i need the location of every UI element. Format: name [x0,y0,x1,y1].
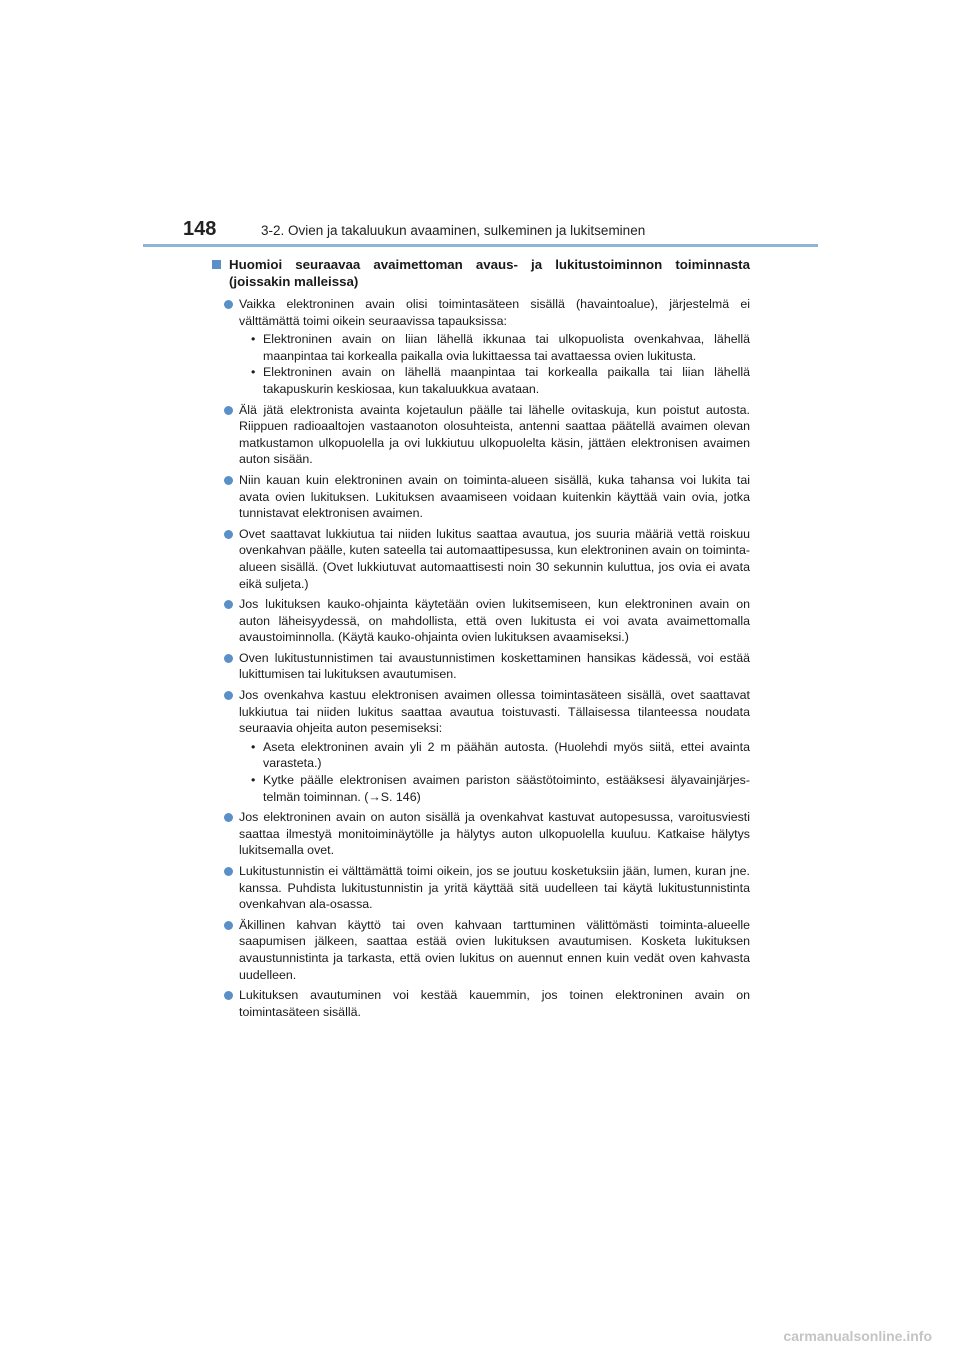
list-item-text: Niin kauan kuin elektroninen avain on toiminta-alueen sisällä, kuka tahansa voi lukita tai avata ovien lukituksen. Lukituksen avaamiseen voidaan kuitenkin käyttää vain ovia, jotka tunnistavat elektronisen avaimen. [239,472,750,521]
circle-bullet-icon [224,921,233,930]
page-number: 148 [183,218,217,240]
list-item-text: Jos elektroninen avain on auton sisällä ja ovenkahvat kastuvat autopesussa, varoitusviesti saattaa ilmestyä monitoiminäytölle ja hälytys auton ulkopuolella kuuluu. Katkaise hälytys lukitsemalla ovet. [239,810,750,858]
dot-bullet: • [251,332,256,347]
list-item-text: Vaikka elektroninen avain olisi toimintasäteen sisällä (havaintoalue), järjestelmä ei välttämättä toimi oikein seuraavissa tapauksissa: [239,297,750,328]
circle-bullet-icon [224,476,233,485]
list-item [210,472,750,522]
circle-bullet-icon [224,406,233,415]
circle-bullet-icon [224,813,233,822]
section-heading [210,256,750,290]
chapter-title: 3-2. Ovien ja takaluukun avaaminen, sulkeminen ja lukitseminen [261,223,646,238]
page-content [210,256,750,1024]
circle-bullet-icon [224,867,233,876]
list-item-text: Äkillinen kahvan käyttö tai oven kahvaan tarttuminen välittömästi toiminta-alueelle saapumisen jälkeen, saattaa estää ovien lukituksen avautumisen. Kosketa lukituksen avaustunnistinta ja tarkasta, että ovien lukitus on auennut ennen kuin vedät oven kahvasta uudelleen. [239,917,750,982]
list-item [210,526,750,592]
page-header [0,0,960,250]
circle-bullet-icon [224,530,233,539]
list-item [210,917,750,983]
circle-bullet-icon [224,654,233,663]
dot-bullet: • [251,739,256,754]
sub-list [239,331,750,397]
circle-bullet-icon [224,691,233,700]
section-title-text: Huomioi seuraavaa avaimettoman avaus- ja lukitustoiminnon toiminnasta (joissakin malleissa) [229,257,750,289]
dot-bullet: • [251,365,256,380]
list-item-text: Jos lukituksen kauko-ohjainta käytetään ovien lukitsemiseen, kun elektroninen avain on auton läheisyydessä, on mahdollista, että oven lukitusta ei voi avata avaimettomalla avaustoiminnolla. (Käytä kauko-ohjainta ovien lukituksen avaamiseksi.) [239,597,750,645]
sub-list [239,739,750,805]
list-item-text: Lukitustunnistin ei välttämättä toimi oikein, jos se joutuu kosketuksiin jään, lumen, kuran jne. kanssa. Puhdista lukitustunnistin ja yritä käyttää sitä uudelleen tai käytä lukitustunnistinta ovenkahvan ala-osassa. [239,864,750,912]
list-item-text: Jos ovenkahva kastuu elektronisen avaimen ollessa toimintasäteen sisällä, ovet saattavat lukkiutua tai niiden lukitus saattaa avautua toistuvasti. Tällaisessa tilanteessa noudata seuraavia ohjeita auton pesemiseksi: [239,688,750,736]
circle-bullet-icon [224,600,233,609]
sub-list-item [251,772,750,805]
circle-bullet-icon [224,991,233,1000]
list-item [210,402,750,468]
list-item [210,650,750,683]
sub-list-item [251,331,750,364]
list-item [210,687,750,805]
list-item [210,596,750,646]
list-item-text: Älä jätä elektronista avainta kojetaulun päälle tai lähelle ovitaskuja, kun poistut autosta. Riippuen radioaaltojen vastaanoton olosuhteista, antenni saattaa päätellä avaimen olevan matkustamon ulkopuolella ja ovi lukkiutuu ulkopuolelta käsin, jättäen elektronisen avaimen auton sisään. [239,402,750,467]
sub-list-item [251,739,750,772]
sub-list-item-text: Elektroninen avain on lähellä maanpintaa tai korkealla paikalla tai liian lähellä takapuskurin keskiosaa, kun takaluukkua avataan. [263,365,750,396]
list-item-text: Oven lukitustunnistimen tai avaustunnistimen koskettaminen hansikas kädessä, voi estää lukittumisen tai lukituksen avautumisen. [239,650,750,682]
list-item [210,296,750,398]
list-item-text: Lukituksen avautuminen voi kestää kauemmin, jos toinen elektroninen avain on toimintasäteen sisällä. [239,988,750,1019]
circle-bullet-icon [224,300,233,309]
list-item [210,863,750,913]
dot-bullet: • [251,773,256,788]
square-bullet-icon [212,260,221,269]
list-item-text: Ovet saattavat lukkiutua tai niiden lukitus saattaa avautua, jos suuria määriä vettä roiskuu ovenkahvan päälle, kuten sateella tai automaattipesussa, kun elektroninen avain on toiminta-alueen sisällä. (Ovet lukkiutuvat automaattisesti noin 30 sekunnin kuluttua, jos ovia ei avata eikä suljeta.) [239,526,750,591]
header-rule [143,244,818,247]
watermark: carmanualsonline.info [783,1328,932,1344]
sub-list-item-text: Kytke päälle elektronisen avaimen pariston säästötoiminto, estääksesi älyavainjärjes-telmän toiminnan. (→S. 146) [263,773,750,804]
item-list [210,296,750,1020]
sub-list-item [251,364,750,397]
list-item [210,987,750,1020]
sub-list-item-text: Aseta elektroninen avain yli 2 m päähän autosta. (Huolehdi myös siitä, ettei avainta varasteta.) [263,739,750,771]
list-item [210,809,750,859]
sub-list-item-text: Elektroninen avain on liian lähellä ikkunaa tai ulkopuolista ovenkahvaa, lähellä maanpintaa tai korkealla paikalla ovia lukittaessa tai avattaessa ovien lukitusta. [263,332,750,363]
